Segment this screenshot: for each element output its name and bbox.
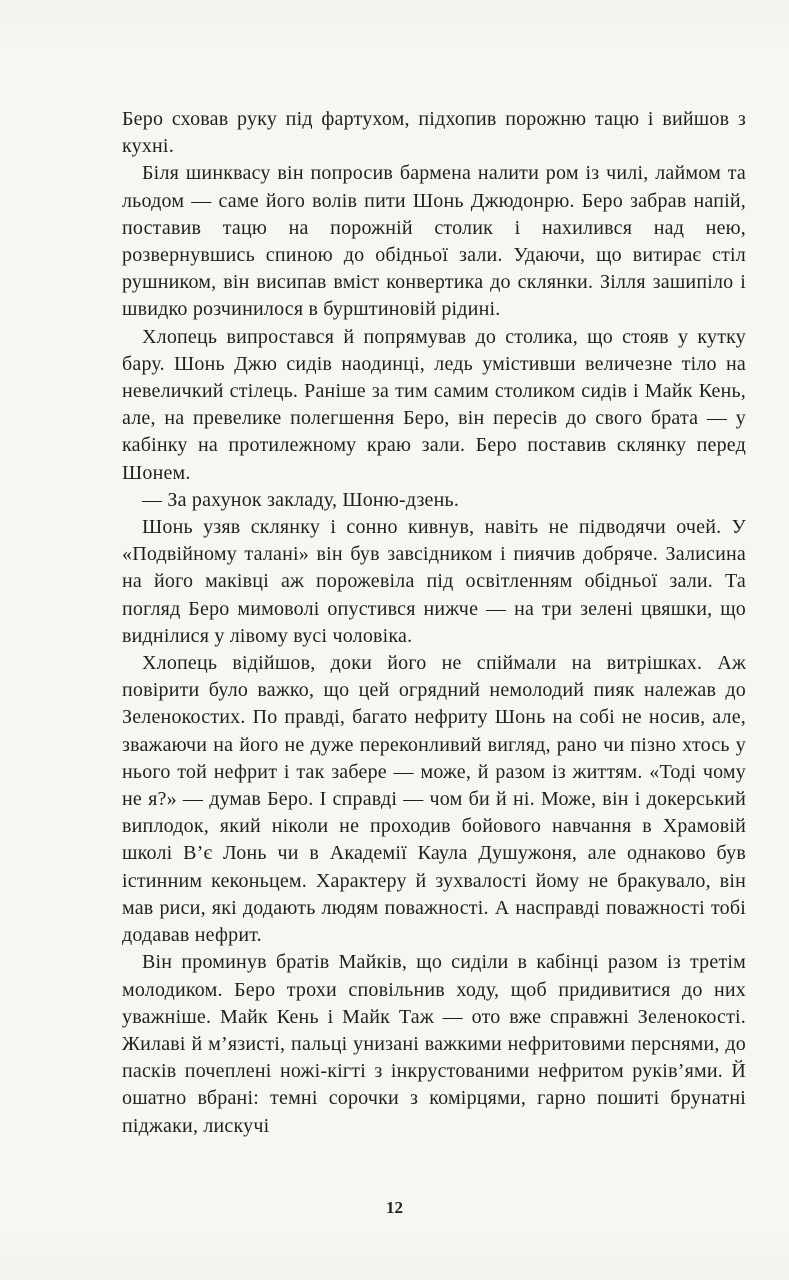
text-block [122,106,746,1140]
paragraph: Хлопець випростався й попрямував до столика, що стояв у кутку бару. Шонь Джю сидів наодинці, ледь умістивши величезне тіло на невеличкий стілець. Раніше за тим самим столиком сидів і Майк Кень, але, на превелике полегшення Беро, він пересів до свого брата — у кабінку на протилежному краю зали. Беро поставив склянку перед Шонем. [122,325,746,484]
paragraph: Він проминув братів Майків, що сиділи в кабінці разом із третім молодиком. Беро трохи сповільнив ходу, щоб придивитися до них уважніше. Майк Кень і Майк Таж — ото вже справжні Зеленокості. Жилаві й м’язисті, пальці унизані важкими нефритовими перснями, до пасків почеплені ножі-кігті з інкрустованими нефритом руків’ями. Й ошатно вбрані: темні сорочки з комірцями, гарно пошиті брунатні піджаки, лискучі [122,951,746,1137]
page-number: 12 [386,1198,403,1217]
paragraph: Біля шинквасу він попросив бармена налити ром із чилі, лаймом та льодом — саме його волів пити Шонь Джюдонрю. Беро забрав напій, поставив тацю на порожній столик і нахилився над нею, розвернувшись спиною до обідньої зали. Удаючи, що витирає стіл рушником, він висипав вміст конвертика до склянки. Зілля зашипіло і швидко розчинилося в бурштиновій рідині. [122,162,746,321]
dialogue-line: — За рахунок закладу, Шоню-дзень. [142,488,460,511]
paragraph: Хлопець відійшов, доки його не спіймали на витрішках. Аж повірити було важко, що цей огрядний немолодий пияк належав до Зеленокостих. По правді, багато нефриту Шонь на собі не носив, але, зважаючи на його не дуже переконливий вигляд, рано чи пізно хтось у нього той нефрит і так забере — може, й разом із життям. «Тоді чому не я?» — думав Беро. І справді — чом би й ні. Може, він і докерський виплодок, який ніколи не проходив бойового навчання в Храмовій школі В’є Лонь чи в Академії Каула Душужоня, але однаково був істинним кеконьцем. Характеру й зухвалості йому не бракувало, він мав риси, які додають людям поважності. А насправді поважності тобі додавав нефрит. [122,652,746,947]
paragraph: Шонь узяв склянку і сонно кивнув, навіть не підводячи очей. У «Подвійному талані» він був завсідником і пиячив добряче. Залисина на його маківці аж порожевіла під освітленням обідньої зали. Та погляд Беро мимоволі опустився нижче — на три зелені цвяшки, що виднілися у лівому вусі чоловіка. [122,516,746,647]
paragraph: Беро сховав руку під фартухом, підхопив порожню тацю і вийшов з кухні. [122,108,746,158]
